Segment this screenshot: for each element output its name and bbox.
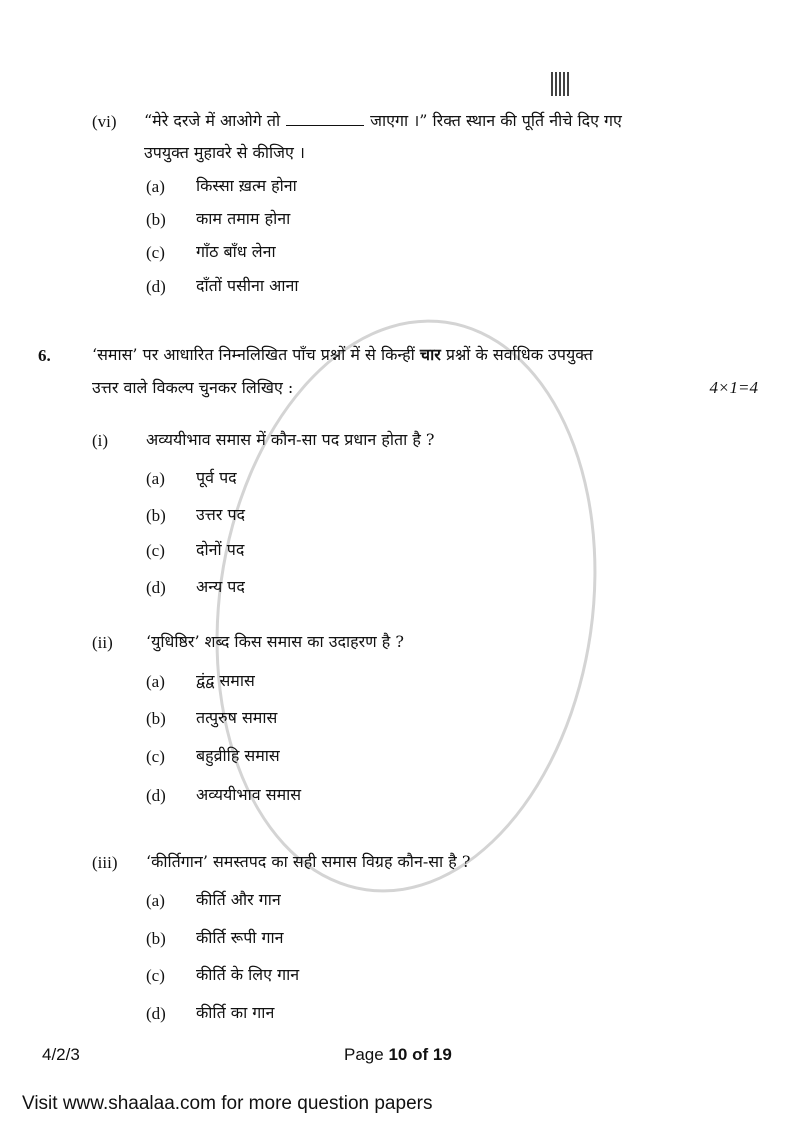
option-text: कीर्ति रूपी गान	[196, 928, 284, 947]
page-prefix: Page	[344, 1045, 384, 1064]
question-number: 6.	[38, 346, 51, 365]
option-text: दोनों पद	[196, 540, 245, 559]
option-label: (b)	[146, 929, 166, 948]
paper-code: 4/2/3	[42, 1045, 80, 1064]
subquestion-text: अव्ययीभाव समास में कौन-सा पद प्रधान होता है ?	[146, 430, 435, 449]
subquestion-label: (vi)	[92, 112, 117, 131]
page-number	[344, 1045, 452, 1065]
subquestion-label: (i)	[92, 431, 109, 450]
option-label: (d)	[146, 578, 166, 597]
option-text: पूर्व पद	[196, 468, 237, 487]
option-text: अव्ययीभाव समास	[196, 785, 302, 804]
promo-link[interactable]: Visit www.shaalaa.com for more question papers	[22, 1093, 433, 1114]
option-label: (b)	[146, 709, 166, 728]
option-label: (d)	[146, 277, 166, 296]
subquestion-text: ‘युधिष्ठिर’ शब्द किस समास का उदाहरण है ?	[146, 632, 404, 651]
option-label: (c)	[146, 243, 165, 262]
question-text-part: ‘समास’ पर आधारित निम्नलिखित पाँच प्रश्नों में से किन्हीं	[92, 345, 415, 364]
marks: 4×1=4	[709, 378, 758, 397]
subquestion-label: (ii)	[92, 633, 113, 652]
option-text: बहुव्रीहि समास	[196, 746, 280, 765]
option-label: (a)	[146, 891, 165, 910]
question-text-part: प्रश्नों के सर्वाधिक उपयुक्त	[445, 345, 593, 364]
option-text: दाँतों पसीना आना	[196, 276, 299, 295]
text-after-blank: जाएगा ।” रिक्त स्थान की पूर्ति नीचे दिए गए	[370, 111, 622, 130]
option-text: कीर्ति का गान	[196, 1003, 275, 1022]
option-text: कीर्ति के लिए गान	[196, 965, 300, 984]
question-emphasis: चार	[419, 345, 441, 364]
page-of: of	[412, 1045, 429, 1064]
question-text-line2: उत्तर वाले विकल्प चुनकर लिखिए :	[92, 378, 294, 397]
option-text: काम तमाम होना	[196, 209, 291, 228]
option-text: कीर्ति और गान	[196, 890, 281, 909]
option-label: (a)	[146, 672, 165, 691]
current-page: 10	[388, 1045, 408, 1064]
subquestion-text-line2: उपयुक्त मुहावरे से कीजिए ।	[144, 143, 306, 162]
qr-code-icon	[551, 72, 571, 96]
option-label: (a)	[146, 469, 165, 488]
text-before-blank: “मेरे दरजे में आओगे तो	[144, 111, 281, 130]
option-label: (c)	[146, 541, 165, 560]
option-label: (a)	[146, 177, 165, 196]
fill-blank	[286, 111, 364, 126]
option-label: (c)	[146, 966, 165, 985]
total-pages: 19	[432, 1045, 452, 1064]
option-text: किस्सा ख़त्म होना	[196, 176, 297, 195]
option-label: (d)	[146, 786, 166, 805]
option-text: अन्य पद	[196, 577, 245, 596]
question-text	[92, 345, 593, 365]
option-text: उत्तर पद	[196, 505, 246, 524]
option-label: (b)	[146, 506, 166, 525]
subquestion-text	[144, 111, 622, 131]
subquestion-text: ‘कीर्तिगान’ समस्तपद का सही समास विग्रह कौन-सा है ?	[146, 852, 471, 871]
option-text: गाँठ बाँध लेना	[196, 242, 276, 261]
option-text: द्वंद्व समास	[196, 671, 255, 690]
option-text: तत्पुरुष समास	[196, 708, 278, 727]
option-label: (c)	[146, 747, 165, 766]
subquestion-label: (iii)	[92, 853, 118, 872]
option-label: (d)	[146, 1004, 166, 1023]
option-label: (b)	[146, 210, 166, 229]
